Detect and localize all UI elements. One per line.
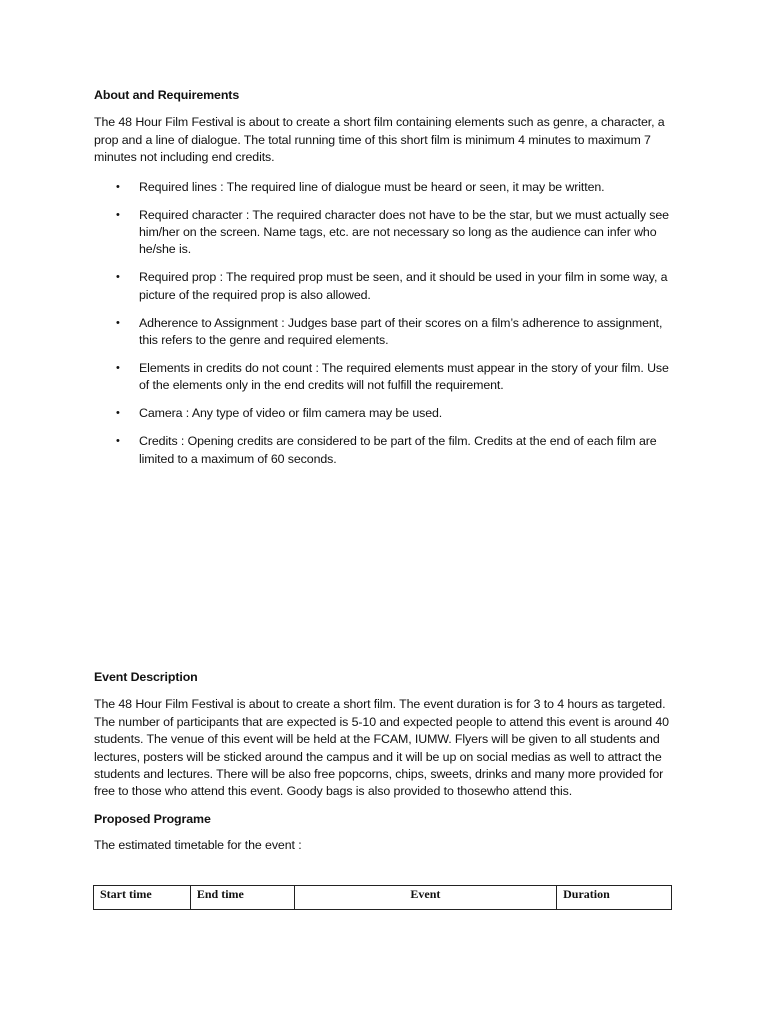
col-event: Event — [294, 886, 556, 910]
bullet-icon: • — [116, 208, 120, 221]
about-heading: About and Requirements — [94, 88, 240, 102]
bullet-icon: • — [116, 316, 120, 329]
requirement-text: Camera : Any type of video or film camera may be used. — [139, 406, 443, 421]
about-intro: The 48 Hour Film Festival is about to create a short film containing elements such as genre, a character, a prop and a line of dialogue. The total running time of this short film is minimum 4 minutes to maximum 7 minutes not including end credits. — [94, 115, 665, 165]
event-heading: Event Description — [94, 670, 198, 684]
bullet-icon: • — [116, 361, 120, 374]
col-start-time: Start time — [94, 886, 191, 910]
list-item — [94, 405, 676, 422]
list-item — [94, 433, 676, 468]
requirement-text: Credits : Opening credits are considered to be part of the film. Credits at the end of each film are limited to a maximum of 60 seconds. — [139, 434, 657, 466]
bullet-icon: • — [116, 407, 120, 420]
event-description: The 48 Hour Film Festival is about to create a short film. The event duration is for 3 to 4 hours as targeted. The number of participants that are expected is 5-10 and expected people to attend this event is around 40 students. The venue of this event will be held at the FCAM, IUMW. Flyers will be given to all students and lectures, posters will be sticked around the campus and it will be up on social medias as well to attract the students and lectures. There will be also free popcorns, chips, sweets, drinks and many more provided for free to those who attend this event. Goody bags is also provided to thosewho attend this. — [94, 697, 669, 799]
list-item — [94, 315, 676, 350]
requirement-text: Required lines : The required line of dialogue must be heard or seen, it may be written. — [139, 179, 605, 194]
event-section — [94, 669, 676, 865]
list-item — [94, 207, 676, 259]
col-duration: Duration — [557, 886, 672, 910]
requirement-text: Required character : The required character does not have to be the star, but we must actually see him/her on the screen. Name tags, etc. are not necessary so long as the audience can infer who he/she is. — [139, 207, 669, 257]
bullet-icon: • — [116, 271, 120, 284]
timetable — [93, 885, 672, 910]
list-item — [94, 179, 676, 196]
bullet-icon: • — [116, 180, 120, 193]
requirement-text: Adherence to Assignment : Judges base part of their scores on a film’s adherence to assignment, this refers to the genre and required elements. — [139, 315, 663, 347]
col-end-time: End time — [190, 886, 294, 910]
list-item — [94, 269, 676, 304]
requirements-list — [94, 179, 676, 468]
requirement-text: Elements in credits do not count : The required elements must appear in the story of your film. Use of the elements only in the end credits will not fulfill the requirement. — [139, 360, 669, 393]
list-item — [94, 360, 676, 395]
timetable-intro: The estimated timetable for the event : — [94, 838, 302, 853]
bullet-icon: • — [116, 435, 120, 448]
table-header-row — [94, 886, 672, 910]
about-section — [94, 87, 676, 478]
requirement-text: Required prop : The required prop must be seen, and it should be used in your film in some way, a picture of the required prop is also allowed. — [139, 270, 668, 302]
program-heading: Proposed Programe — [94, 811, 211, 826]
